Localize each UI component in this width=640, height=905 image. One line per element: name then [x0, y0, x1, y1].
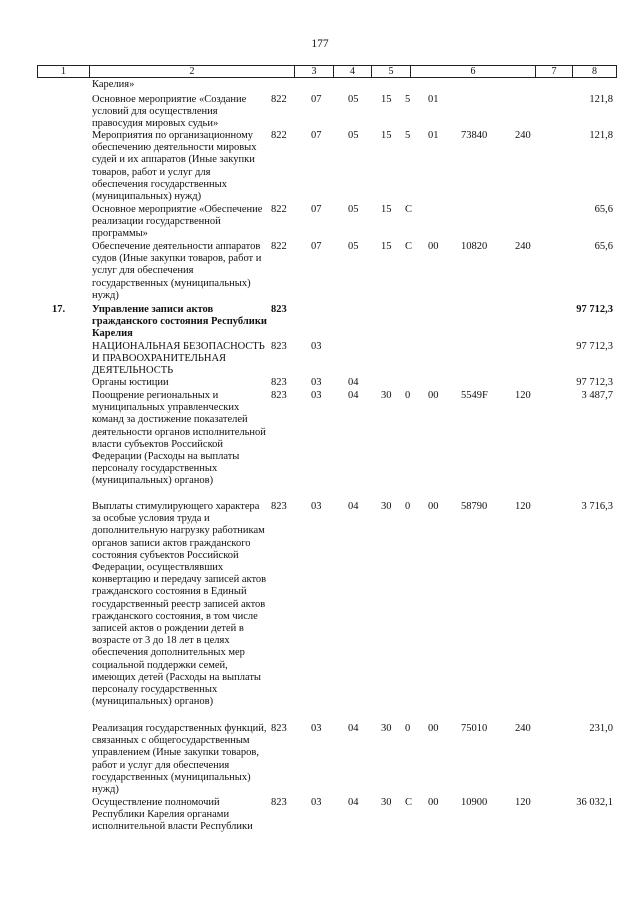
row-number: 17. [52, 304, 66, 315]
row-subsection: 04 [348, 723, 359, 734]
row-activity: 01 [428, 94, 439, 105]
row-name: Карелия» [92, 79, 135, 90]
header-col-4: 4 [350, 66, 355, 77]
row-activity: 00 [428, 241, 439, 252]
row-amount: 65,6 [594, 241, 613, 252]
row-name: Управление записи актов гражданского состояния Республики Карелия [92, 304, 267, 340]
row-ministry: 822 [271, 94, 287, 105]
row-section: 07 [311, 241, 322, 252]
row-section: 03 [311, 377, 322, 388]
row-program: 30 [381, 501, 392, 512]
row-direction: 73840 [461, 130, 488, 141]
header-col-7: 7 [551, 66, 557, 77]
row-section: 03 [311, 341, 322, 352]
header-col-2: 2 [189, 66, 195, 77]
row-subsection: 05 [348, 204, 359, 215]
row-ministry: 823 [271, 501, 287, 512]
row-amount: 97 712,3 [576, 377, 613, 388]
row-activity: 00 [428, 797, 439, 808]
row-program: 15 [381, 204, 392, 215]
row-ministry: 822 [271, 241, 287, 252]
row-direction: 5549F [461, 390, 488, 401]
row-ministry: 823 [271, 390, 287, 401]
row-subprogram: 5 [405, 130, 411, 141]
row-program: 15 [381, 241, 392, 252]
row-activity: 00 [428, 501, 439, 512]
row-name: НАЦИОНАЛЬНАЯ БЕЗОПАСНОСТЬ И ПРАВООХРАНИТЕЛЬНАЯ ДЕЯТЕЛЬНОСТЬ [92, 341, 265, 377]
row-section: 07 [311, 94, 322, 105]
row-amount: 121,8 [589, 94, 613, 105]
row-expense-type: 120 [515, 797, 531, 808]
row-activity: 01 [428, 130, 439, 141]
row-program: 30 [381, 390, 392, 401]
row-subprogram: С [405, 797, 413, 808]
row-amount: 3 487,7 [581, 390, 613, 401]
header-col-3: 3 [311, 66, 317, 77]
row-amount: 3 716,3 [581, 501, 613, 512]
row-program: 30 [381, 797, 392, 808]
row-subsection: 04 [348, 797, 359, 808]
row-subsection: 04 [348, 501, 359, 512]
header-col-1: 1 [61, 66, 66, 77]
row-ministry: 822 [271, 204, 287, 215]
row-ministry: 823 [271, 341, 287, 352]
row-name: Обеспечение деятельности аппаратов судов (Иные закупки товаров, работ и услуг для обеспечения государственных (муниципальных) нужд) [92, 241, 262, 301]
row-expense-type: 240 [515, 241, 531, 252]
row-ministry: 823 [271, 797, 287, 808]
row-ministry: 822 [271, 130, 287, 141]
row-subprogram: 0 [405, 723, 411, 734]
row-name: Осуществление полномочий Республики Карелия органами исполнительной власти Республики [92, 797, 253, 833]
row-direction: 10820 [461, 241, 488, 252]
row-amount: 121,8 [589, 130, 613, 141]
table-header [37, 65, 617, 78]
row-program: 15 [381, 94, 392, 105]
row-subprogram: 0 [405, 501, 411, 512]
row-subsection: 05 [348, 241, 359, 252]
row-ministry: 823 [271, 377, 287, 388]
row-section: 03 [311, 723, 322, 734]
row-amount: 97 712,3 [576, 341, 613, 352]
row-activity: 00 [428, 390, 439, 401]
row-amount: 231,0 [589, 723, 613, 734]
row-section: 03 [311, 390, 322, 401]
row-subprogram: С [405, 204, 413, 215]
row-name: Основное мероприятие «Создание условий для осуществления правосудия мировых судьи» [92, 94, 247, 130]
row-subprogram: С [405, 241, 413, 252]
row-subprogram: 0 [405, 390, 411, 401]
header-col-6: 6 [470, 66, 476, 77]
row-amount: 65,6 [594, 204, 613, 215]
row-expense-type: 240 [515, 130, 531, 141]
row-section: 07 [311, 130, 322, 141]
row-expense-type: 120 [515, 390, 531, 401]
header-col-8: 8 [592, 66, 597, 77]
row-amount: 97 712,3 [576, 304, 613, 315]
row-name: Выплаты стимулирующего характера за особые условия труда и дополнительную нагрузку работникам органов записи актов гражданского состояния субъектов Российской Федерации, осуществлявших конвертацию и передачу записей актов гражданского состояния в Единый государственный реестр записей актов гражданского состояния, в том числе записей актов о рождении детей в возрасте от 3 до 18 лет в целях обеспечения дополнительных мер социальной поддержки семей, имеющих детей (Расходы на выплаты персоналу государственных (муниципальных) органов) [92, 501, 267, 708]
row-program: 15 [381, 130, 392, 141]
row-name: Реализация государственных функций, связанных с общегосударственным управлением (Иные закупки товаров, работ и услуг для обеспечения государственных (муниципальных) нужд) [92, 723, 267, 796]
row-ministry: 823 [271, 304, 287, 315]
row-subsection: 04 [348, 390, 359, 401]
row-expense-type: 240 [515, 723, 531, 734]
row-name: Поощрение региональных и муниципальных управленческих команд за достижение показателей деятельности органов исполнительной власти субъектов Российской Федерации (Расходы на выплаты персоналу государственных (муниципальных) органов) [92, 390, 266, 487]
row-name: Мероприятия по организационному обеспечению деятельности мировых судей и их аппаратов (Иные закупки товаров, работ и услуг для обеспечения государственных (муниципальных) нужд) [92, 130, 257, 203]
row-name: Основное мероприятие «Обеспечение реализации государственной программы» [92, 204, 263, 240]
row-direction: 75010 [461, 723, 488, 734]
row-expense-type: 120 [515, 501, 531, 512]
row-section: 07 [311, 204, 322, 215]
row-section: 03 [311, 797, 322, 808]
row-section: 03 [311, 501, 322, 512]
row-amount: 36 032,1 [576, 797, 613, 808]
row-direction: 58790 [461, 501, 488, 512]
header-col-5: 5 [388, 66, 394, 77]
row-name: Органы юстиции [92, 377, 169, 388]
row-subprogram: 5 [405, 94, 411, 105]
row-subsection: 05 [348, 94, 359, 105]
row-direction: 10900 [461, 797, 488, 808]
page-number: 177 [311, 38, 329, 50]
row-program: 30 [381, 723, 392, 734]
row-subsection: 04 [348, 377, 359, 388]
row-subsection: 05 [348, 130, 359, 141]
row-activity: 00 [428, 723, 439, 734]
row-ministry: 823 [271, 723, 287, 734]
